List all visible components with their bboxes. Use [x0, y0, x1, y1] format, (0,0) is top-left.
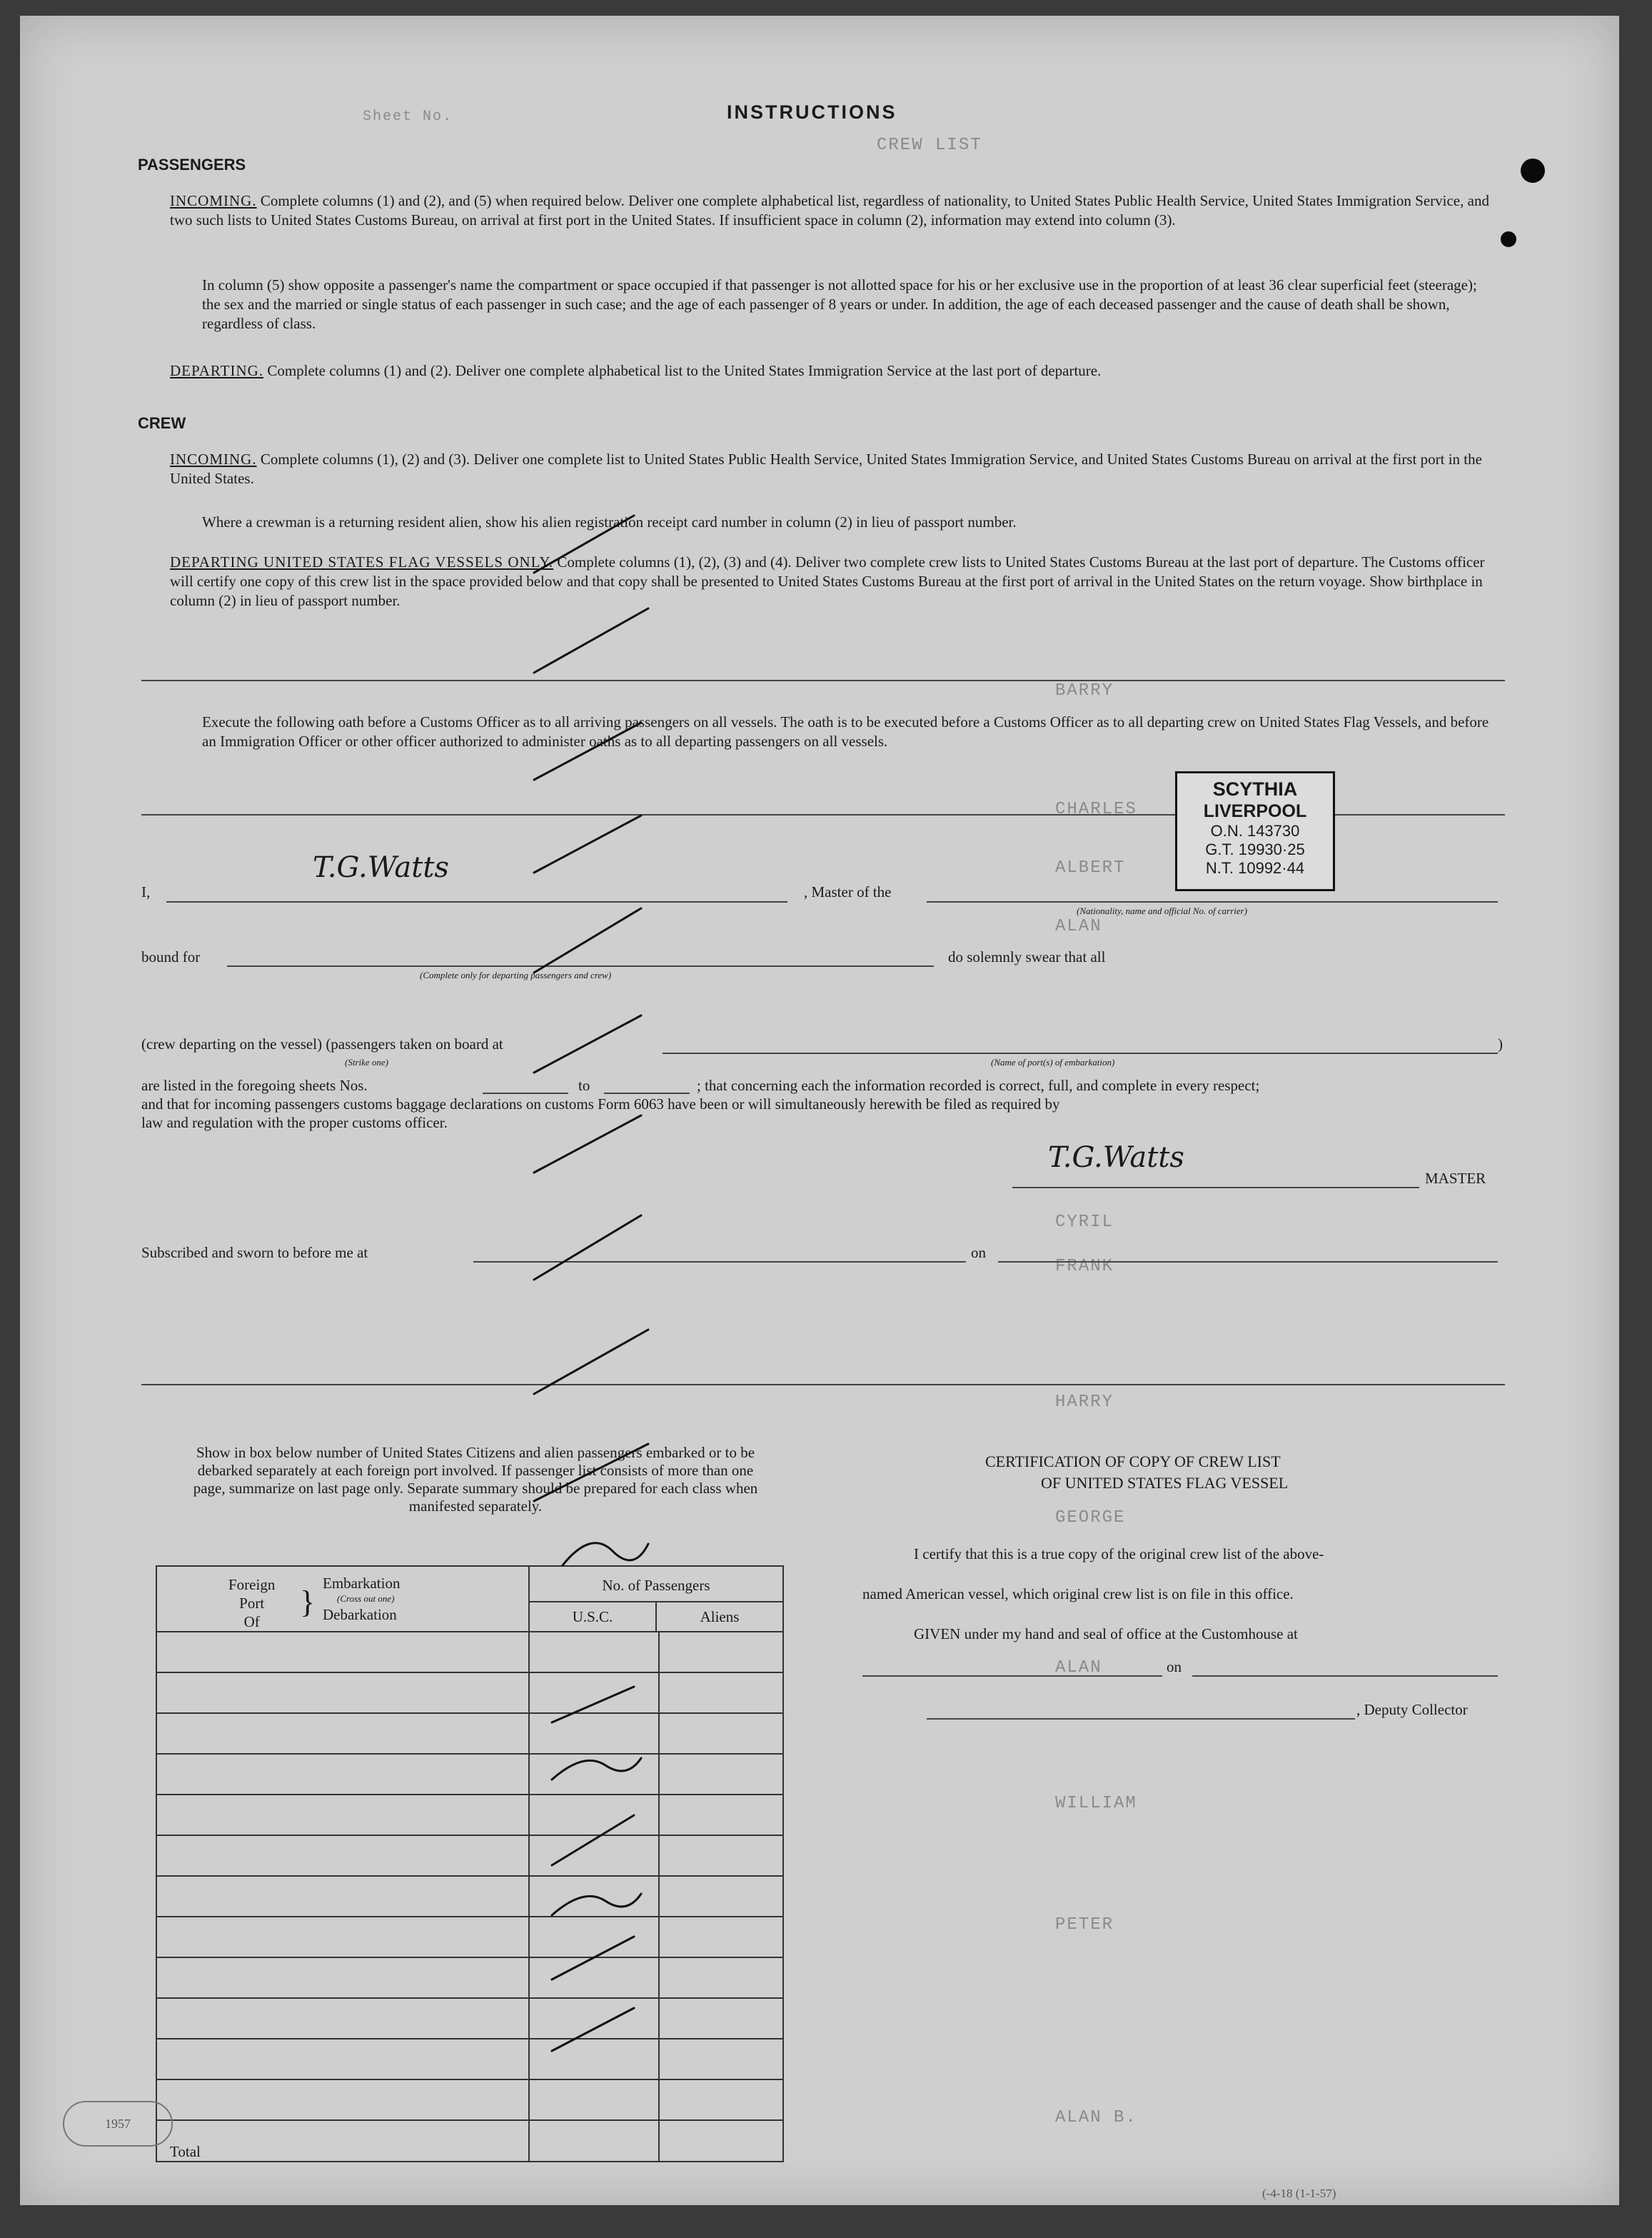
oath-close-paren: ) — [1498, 1035, 1503, 1053]
passengers-incoming-lead: INCOMING. — [170, 192, 257, 209]
crew-incoming-lead: INCOMING. — [170, 451, 257, 468]
stamp-net-tonnage: N.T. 10992·44 — [1205, 859, 1305, 877]
ghost-name: ALAN B. — [1055, 2108, 1137, 2127]
nationality-note: (Nationality, name and official No. of carrier) — [1077, 905, 1248, 916]
passengers-column5-paragraph: In column (5) show opposite a passenger's name the compartment or space occupied if that passenger is not allotted space for his or her exclusive use in the proportion of at least 36 clear superficial feet (steerage); the sex and the married or single status of each passenger in such case; and the age of each passenger of 8 years or under. In addition, the age of each deceased passenger and the cause of death shall be shown, regardless of class. — [202, 276, 1477, 332]
crew-departing-text: Complete columns (1), (2), (3) and (4). Deliver two complete crew lists to United States Customs Bureau at the last port of departure. The Customs officer will certify one copy of this crew list in the space provided below and that copy shall be presented to United States Customs Bureau at the first port of arrival in the United States on the return voyage. Show birthplace in column (2) in lieu of passport number. — [170, 553, 1485, 609]
passengers-departing-text: Complete columns (1) and (2). Deliver one complete alphabetical list to the United States Immigration Service at the last port of departure. — [267, 362, 1102, 379]
ghost-name: GEORGE — [1055, 1508, 1126, 1527]
stamp-vessel-name: SCYTHIA — [1212, 778, 1298, 800]
oath-intro-paragraph: Execute the following oath before a Customs Officer as to all arriving passengers on all vessels. The oath is to be executed before a Customs Officer as to all departing crew on United States Flag Vessels, and before an Immigration Officer or other officer authorized to administer oaths as to all departing passengers on all vessels. — [202, 713, 1489, 750]
passengers-incoming-text: Complete columns (1) and (2), and (5) when required below. Deliver one complete alphabetical list, regardless of nationality, to United States Public Health Service, United States Immigration Service, and two such lists to United States Customs Bureau, on arrival at first port in the United States. If insufficient space in column (2), information may extend into column (3). — [170, 192, 1489, 229]
check-mark — [552, 1758, 641, 1780]
ghost-name: FRANK — [1055, 1257, 1114, 1276]
oath-bound-for-label: bound for — [141, 948, 201, 965]
crew-heading: CREW — [138, 414, 186, 432]
ports-note: (Name of port(s) of embarkation) — [991, 1057, 1115, 1068]
oath-listed-text-2: ; that concerning each the information recorded is correct, full, and complete in every respect; — [697, 1077, 1260, 1094]
given-line: GIVEN under my hand and seal of office at the Customhouse at — [914, 1625, 1298, 1642]
oath-crew-departing-label: (crew departing on the vessel) (passengers taken on board at — [141, 1035, 503, 1053]
crew-departing-lead: DEPARTING UNITED STATES FLAG VESSELS ONLY. — [170, 553, 554, 571]
certify-line-2: named American vessel, which original crew list is on file in this office. — [862, 1585, 1294, 1602]
debarkation-label: Debarkation — [323, 1606, 397, 1623]
ghost-name: ALBERT — [1055, 858, 1126, 878]
oath-listed-text-4: law and regulation with the proper customs officer. — [141, 1114, 448, 1131]
check-mark — [534, 816, 641, 873]
deputy-collector-label: , Deputy Collector — [1356, 1701, 1468, 1718]
passengers-heading: PASSENGERS — [138, 156, 246, 174]
date-stamp — [63, 2101, 173, 2147]
form-number: (-4-18 (1-1-57) — [1262, 2187, 1336, 2200]
check-mark — [552, 1894, 641, 1915]
check-mark — [534, 908, 641, 973]
oath-listed-label: are listed in the foregoing sheets Nos. — [141, 1077, 368, 1094]
foreign-label: Foreign — [228, 1576, 276, 1593]
certification-title-1: CERTIFICATION OF COPY OF CREW LIST — [985, 1452, 1281, 1470]
stamp-port: LIVERPOOL — [1203, 801, 1307, 821]
port-label: Port — [239, 1595, 265, 1612]
check-mark — [552, 1937, 634, 1979]
certify-line-1: I certify that this is a true copy of the original crew list of the above- — [914, 1545, 1324, 1562]
ghost-name: CHARLES — [1055, 800, 1137, 819]
oath-i-label: I, — [141, 883, 151, 900]
check-mark — [534, 608, 648, 673]
subscribed-on-label: on — [971, 1244, 986, 1261]
ghost-name: BARRY — [1055, 681, 1114, 701]
stamp-gross-tonnage: G.T. 19930·25 — [1205, 840, 1305, 858]
aliens-column-label: Aliens — [700, 1607, 740, 1625]
date-stamp-year: 1957 — [105, 2117, 131, 2131]
master-label: MASTER — [1425, 1170, 1486, 1187]
page-title: INSTRUCTIONS — [727, 101, 897, 123]
ghost-header: CREW LIST — [877, 136, 982, 155]
crew-resident-paragraph: Where a crewman is a returning resident alien, show his alien registration receipt card number in column (2) in lieu of passport number. — [202, 513, 1017, 531]
ghost-name: ALAN — [1055, 1658, 1102, 1677]
passengers-departing-lead: DEPARTING. — [170, 362, 264, 379]
stamp-official-number: O.N. 143730 — [1210, 822, 1300, 840]
crew-incoming-text: Complete columns (1), (2) and (3). Deliver one complete list to United States Public Health Service, United States Immigration Service, and United States Customs Bureau on arrival at the first port in the United States. — [170, 451, 1482, 487]
document-page — [20, 16, 1619, 2205]
strike-one-note: (Strike one) — [345, 1057, 389, 1068]
total-label: Total — [170, 2143, 201, 2160]
check-mark — [534, 1444, 648, 1501]
oath-listed-text-3: and that for incoming passengers customs baggage declarations on customs Form 6063 have been or will simultaneously herewith be filed as required by — [141, 1095, 1060, 1113]
subscribed-label: Subscribed and sworn to before me at — [141, 1244, 368, 1261]
check-mark — [563, 1543, 648, 1565]
certification-on-label: on — [1167, 1658, 1182, 1675]
ghost-name: WILLIAM — [1055, 1794, 1137, 1813]
ghost-name: CYRIL — [1055, 1213, 1114, 1232]
oath-to-label: to — [578, 1077, 590, 1094]
oath-solemnly-label: do solemnly swear that all — [948, 948, 1106, 965]
no-of-passengers-label: No. of Passengers — [530, 1567, 782, 1602]
oath-master-of-label: , Master of the — [804, 883, 892, 900]
box-instructions: Show in box below number of United States Citizens and alien passengers embarked or to be debarked separately at each foreign port involved. If passenger list consists of more than one page, summarize on last page only. Separate summary should be prepared for each class when manifested separately. — [193, 1444, 758, 1515]
handwritten-marks — [20, 16, 1619, 2205]
of-label: Of — [243, 1613, 260, 1630]
usc-column-label: U.S.C. — [530, 1602, 657, 1631]
certification-title-2: OF UNITED STATES FLAG VESSEL — [1041, 1474, 1289, 1492]
embarkation-label: Embarkation — [323, 1575, 401, 1592]
master-signature-2: T.G.Watts — [1048, 1141, 1184, 1174]
bound-for-note: (Complete only for departing passengers and crew) — [420, 970, 612, 980]
ghost-name: ALAN — [1055, 917, 1102, 936]
cross-out-note: (Cross out one) — [337, 1593, 395, 1604]
check-mark — [534, 1215, 641, 1280]
check-mark — [534, 1330, 648, 1394]
check-mark — [534, 1115, 641, 1173]
brace-icon: } — [300, 1585, 316, 1620]
check-mark — [552, 2008, 634, 2051]
ghost-sheet-no: Sheet No. — [363, 109, 453, 125]
check-mark — [534, 723, 641, 780]
check-mark — [552, 1815, 634, 1865]
check-mark — [534, 516, 634, 573]
master-signature-1: T.G.Watts — [313, 851, 449, 884]
check-mark — [534, 1015, 641, 1073]
ghost-name: HARRY — [1055, 1393, 1114, 1412]
ghost-name: PETER — [1055, 1915, 1114, 1935]
check-mark — [552, 1687, 634, 1722]
